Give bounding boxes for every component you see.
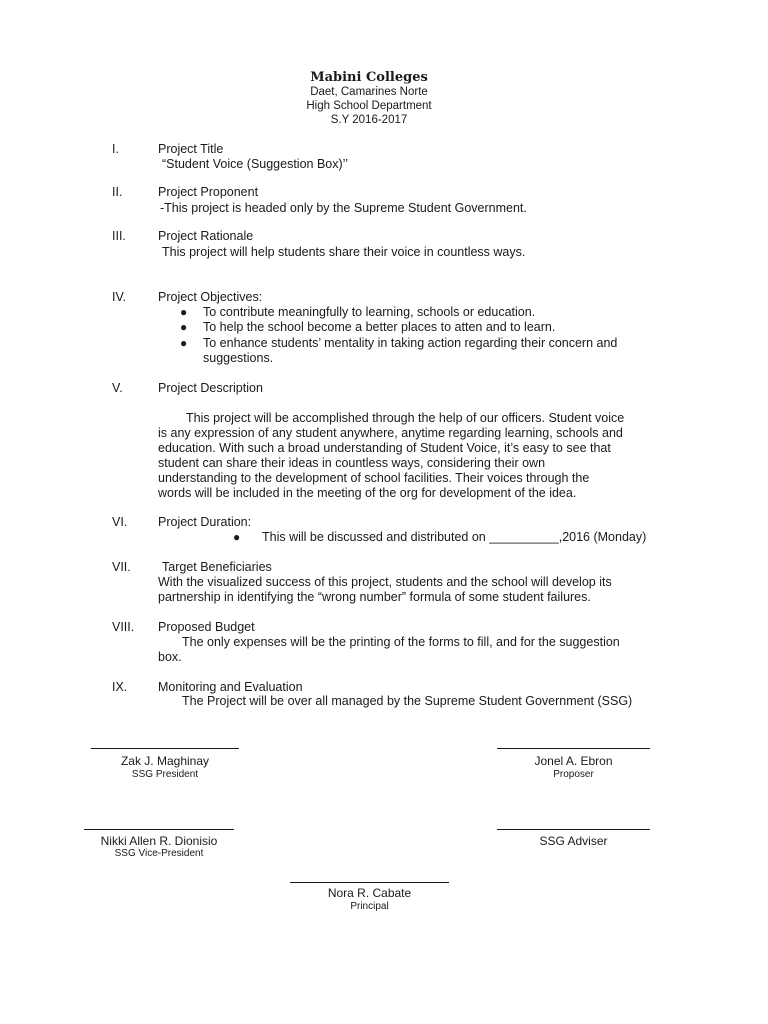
school-address: Daet, Camarines Norte [310, 86, 428, 98]
bullet-icon: ● [180, 320, 188, 334]
section-title-objectives: Project Objectives: [158, 290, 263, 304]
duration-text: This will be discussed and distributed on __________,2016 (Monday) [262, 530, 647, 544]
section-number: IV. [112, 290, 127, 304]
section-title-budget: Proposed Budget [158, 620, 255, 634]
signatory-role-principal: Principal [350, 901, 389, 912]
beneficiaries-line: partnership in identifying the “wrong number” formula of some student failures. [158, 590, 591, 604]
project-title-value: “Student Voice (Suggestion Box)’’ [162, 157, 348, 171]
section-number: IX. [112, 680, 128, 694]
description-line: understanding to the development of school facilities. Their voices through the [158, 471, 590, 485]
section-number: VIII. [112, 620, 135, 634]
section-number: II. [112, 185, 123, 199]
signatory-name-president: Zak J. Maghinay [120, 754, 210, 768]
description-line: This project will be accomplished through the help of our officers. Student voice [186, 411, 625, 425]
objective-item: To contribute meaningfully to learning, schools or education. [203, 305, 536, 319]
signature-line [91, 748, 239, 749]
signature-line [84, 829, 234, 830]
department: High School Department [306, 100, 432, 112]
signatory-role-proposer: Proposer [553, 769, 594, 780]
school-name: Mabini Colleges [310, 70, 428, 85]
section-title-beneficiaries: Target Beneficiaries [162, 560, 272, 574]
signatory-name-principal: Nora R. Cabate [327, 886, 412, 900]
signatory-role-vice-president: SSG Vice-President [114, 848, 204, 859]
budget-line: box. [158, 650, 182, 664]
signatory-name-proposer: Jonel A. Ebron [534, 754, 613, 768]
objective-item: To enhance students’ mentality in taking action regarding their concern and [203, 336, 618, 350]
section-title-proponent: Project Proponent [158, 185, 259, 199]
rationale-text: This project will help students share their voice in countless ways. [162, 245, 526, 259]
section-title-rationale: Project Rationale [158, 229, 254, 243]
section-number: I. [112, 142, 119, 156]
section-title-project-title: Project Title [158, 142, 224, 156]
objective-item: To help the school become a better places to atten and to learn. [203, 320, 556, 334]
section-number: III. [112, 229, 126, 243]
description-line: words will be included in the meeting of the org for development of the idea. [158, 486, 577, 500]
section-title-monitoring: Monitoring and Evaluation [158, 680, 303, 694]
objective-item-continued: suggestions. [203, 351, 274, 365]
proponent-text: -This project is headed only by the Supreme Student Government. [160, 201, 527, 215]
bullet-icon: ● [180, 336, 188, 350]
description-line: education. With such a broad understanding of Student Voice, it’s easy to see that [158, 441, 611, 455]
beneficiaries-line: With the visualized success of this project, students and the school will develop its [158, 575, 612, 589]
bullet-icon: ● [180, 305, 188, 319]
monitoring-text: The Project will be over all managed by the Supreme Student Government (SSG) [182, 694, 633, 708]
description-line: is any expression of any student anywhere, anytime regarding learning, schools and [158, 426, 623, 440]
description-line: student can share their ideas in countless ways, considering their own [158, 456, 546, 470]
bullet-icon: ● [233, 530, 241, 544]
signature-line [290, 882, 449, 883]
signatory-role-president: SSG President [131, 769, 199, 780]
section-number: V. [112, 381, 123, 395]
section-title-description: Project Description [158, 381, 263, 395]
signature-line [497, 748, 650, 749]
signatory-name-vice-president: Nikki Allen R. Dionisio [100, 834, 218, 848]
section-title-duration: Project Duration: [158, 515, 252, 529]
section-number: VI. [112, 515, 128, 529]
school-year: S.Y 2016-2017 [330, 114, 408, 126]
section-number: VII. [112, 560, 131, 574]
signature-line [497, 829, 650, 830]
budget-line: The only expenses will be the printing of the forms to fill, and for the suggestion [182, 635, 620, 649]
signatory-name-adviser: SSG Adviser [539, 834, 608, 848]
